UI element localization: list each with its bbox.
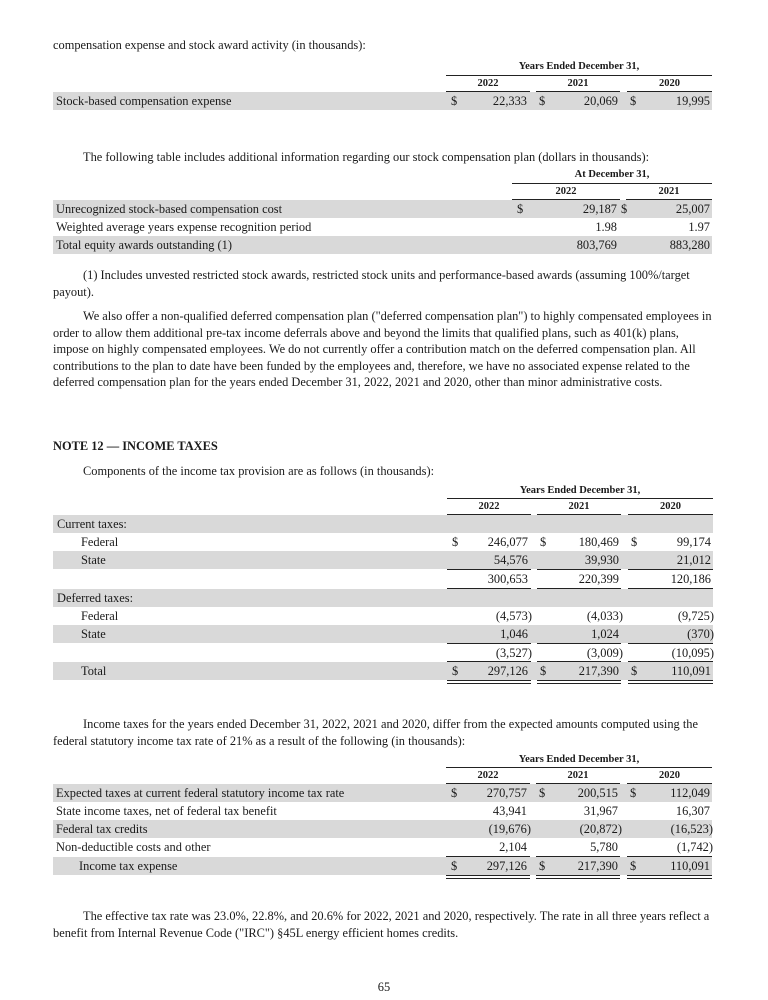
- col-header-2021: 2021: [658, 186, 680, 197]
- value-2022: (19,676): [488, 822, 531, 836]
- reconciliation-intro: Income taxes for the years ended December 31, 2022, 2021 and 2020, differ from the expected amounts computed using the federal statutory income tax rate of 21% as a result of the following (in thousands):: [53, 717, 698, 748]
- double-rule: [446, 875, 530, 876]
- col-header-2022: 2022: [555, 186, 577, 197]
- value-2022: (3,527): [495, 646, 532, 660]
- row-label: Federal: [81, 609, 119, 623]
- intro-line: compensation expense and stock award activity (in thousands):: [53, 38, 366, 52]
- table-row: [53, 802, 712, 820]
- table-row: [53, 784, 712, 802]
- value-2021: 39,930: [584, 553, 619, 567]
- double-rule: [628, 680, 713, 681]
- double-rule: [627, 878, 712, 879]
- table2-header: At December 31,: [574, 169, 650, 180]
- row-label: State: [81, 627, 106, 641]
- table2-intro: The following table includes additional information regarding our stock compensation plan (dollars in thousands):: [83, 150, 650, 164]
- table-row: [53, 236, 712, 254]
- double-rule: [536, 878, 620, 879]
- value-2021: 883,280: [669, 238, 710, 252]
- col-header-2020: 2020: [659, 78, 680, 89]
- dollar-sign: $: [540, 535, 547, 549]
- row-label: Total: [81, 664, 107, 678]
- dollar-sign: $: [451, 786, 458, 800]
- double-rule: [628, 683, 713, 684]
- value-2022: 43,941: [492, 804, 527, 818]
- table-row: [53, 838, 712, 856]
- dollar-sign: $: [451, 859, 458, 873]
- value-2021: 220,399: [578, 572, 619, 586]
- section-label-deferred: Deferred taxes:: [57, 591, 134, 605]
- double-rule: [447, 683, 531, 684]
- dollar-sign: $: [631, 664, 638, 678]
- dollar-sign: $: [540, 664, 547, 678]
- value-2021: 217,390: [577, 859, 618, 873]
- dollar-sign: $: [621, 202, 628, 216]
- dollar-sign: $: [630, 94, 637, 108]
- value-2020: 99,174: [676, 535, 711, 549]
- col-header-2020: 2020: [660, 501, 681, 512]
- value-2021: 1,024: [591, 627, 619, 641]
- value-2022: 270,757: [486, 786, 527, 800]
- table-row: [53, 515, 713, 533]
- deferred-comp-paragraph: We also offer a non-qualified deferred compensation plan ("deferred compensation plan") to highly compensated employees in order to allow them additional pre-tax income deferrals above and beyond the limits that qualified plans, such as 401(k) plans, impose on highly compensated employees. We do not currently offer a contribution match on the deferred compensation plan. All contributions to the plan to date have been funded by the employees and, therefore, we have no associated expense related to the deferred compensation plan for the years ended December 31, 2022, 2021 and 2020, other than minor administrative costs.: [53, 309, 712, 389]
- value-2022: 297,126: [486, 859, 527, 873]
- dollar-sign: $: [631, 535, 638, 549]
- dollar-sign: $: [539, 859, 546, 873]
- table-row-total: [53, 662, 713, 680]
- row-label: State income taxes, net of federal tax benefit: [56, 804, 277, 818]
- value-2021: (3,009): [586, 646, 623, 660]
- row-label: Stock-based compensation expense: [56, 94, 232, 108]
- col-header-2022: 2022: [478, 501, 500, 512]
- value-2022: 1.98: [595, 220, 617, 234]
- value-2021: (4,033): [586, 609, 623, 623]
- value-2022: 297,126: [487, 664, 528, 678]
- value-2022: 29,187: [582, 202, 617, 216]
- value-2022: 1,046: [500, 627, 528, 641]
- section-label-current: Current taxes:: [57, 517, 127, 531]
- row-label: Income tax expense: [79, 859, 178, 873]
- value-2020: (10,095): [671, 646, 714, 660]
- table-row: [53, 570, 713, 588]
- table-row: [53, 589, 713, 607]
- row-label: State: [81, 553, 106, 567]
- double-rule: [536, 875, 620, 876]
- value-2020: 16,307: [675, 804, 710, 818]
- value-2020: (1,742): [676, 840, 713, 854]
- col-header-2022: 2022: [477, 770, 499, 781]
- divider: [446, 767, 712, 768]
- value-2022: (4,573): [495, 609, 532, 623]
- value-2020: 110,091: [671, 664, 711, 678]
- value-2020: 19,995: [675, 94, 710, 108]
- value-2021: 25,007: [675, 202, 710, 216]
- dollar-sign: $: [539, 94, 546, 108]
- table-row: [53, 607, 713, 625]
- row-label: Total equity awards outstanding (1): [56, 238, 233, 252]
- value-2022: 54,576: [493, 553, 528, 567]
- table1-header: Years Ended December 31,: [518, 61, 640, 72]
- row-label: Federal tax credits: [56, 822, 148, 836]
- table4-header: Years Ended December 31,: [518, 754, 640, 765]
- table-row: [53, 533, 713, 551]
- value-2021: 31,967: [583, 804, 618, 818]
- value-2020: (9,725): [677, 609, 714, 623]
- value-2020: (16,523): [670, 822, 713, 836]
- row-label: Federal: [81, 535, 119, 549]
- note-heading: NOTE 12 — INCOME TAXES: [53, 439, 218, 453]
- dollar-sign: $: [452, 535, 459, 549]
- dollar-sign: $: [452, 664, 459, 678]
- table-row: [53, 625, 713, 643]
- double-rule: [627, 875, 712, 876]
- row-label: Non-deductible costs and other: [56, 840, 211, 854]
- page-number: 65: [377, 980, 391, 994]
- value-2020: 110,091: [670, 859, 710, 873]
- table-row: [53, 820, 712, 838]
- effective-rate-paragraph: The effective tax rate was 23.0%, 22.8%, and 20.6% for 2022, 2021 and 2020, respectively. The rate in all three years reflect a benefit from Internal Revenue Code ("IRC") §45L energy efficient homes credits.: [53, 909, 710, 940]
- value-2020: 120,186: [670, 572, 711, 586]
- col-header-2022: 2022: [477, 78, 499, 89]
- dollar-sign: $: [517, 202, 524, 216]
- value-2021: 180,469: [578, 535, 619, 549]
- dollar-sign: $: [630, 859, 637, 873]
- footnote: (1) Includes unvested restricted stock awards, restricted stock units and performance-based awards (assuming 100%/target payout).: [53, 268, 690, 299]
- table-row: [53, 200, 712, 218]
- double-rule: [537, 683, 621, 684]
- value-2021: 20,069: [583, 94, 618, 108]
- components-intro: Components of the income tax provision are as follows (in thousands):: [83, 464, 435, 478]
- dollar-sign: $: [451, 94, 458, 108]
- table-row: [53, 218, 712, 236]
- col-header-2020: 2020: [659, 770, 680, 781]
- divider: [446, 75, 712, 76]
- table3-header: Years Ended December 31,: [519, 485, 641, 496]
- double-rule: [537, 680, 621, 681]
- row-label: Expected taxes at current federal statutory income tax rate: [56, 786, 345, 800]
- col-header-2021: 2021: [567, 78, 589, 89]
- row-label: Weighted average years expense recognition period: [56, 220, 312, 234]
- value-2022: 246,077: [487, 535, 528, 549]
- value-2021: 217,390: [578, 664, 619, 678]
- value-2020: (370): [687, 627, 714, 641]
- value-2022: 2,104: [499, 840, 527, 854]
- table-row: [53, 644, 713, 662]
- table-row: [53, 92, 712, 110]
- value-2022: 22,333: [492, 94, 527, 108]
- value-2021: 5,780: [590, 840, 618, 854]
- col-header-2021: 2021: [567, 770, 589, 781]
- value-2022: 300,653: [487, 572, 528, 586]
- value-2021: 200,515: [577, 786, 618, 800]
- double-rule: [446, 878, 530, 879]
- divider: [447, 498, 713, 499]
- value-2020: 112,049: [670, 786, 710, 800]
- dollar-sign: $: [630, 786, 637, 800]
- double-rule: [447, 680, 531, 681]
- divider: [512, 183, 712, 184]
- value-2022: 803,769: [576, 238, 617, 252]
- table-row: [53, 551, 713, 569]
- value-2020: 21,012: [676, 553, 711, 567]
- value-2021: (20,872): [579, 822, 622, 836]
- table-row-total: [53, 857, 712, 875]
- col-header-2021: 2021: [568, 501, 590, 512]
- dollar-sign: $: [539, 786, 546, 800]
- row-label: Unrecognized stock-based compensation cost: [56, 202, 283, 216]
- value-2021: 1.97: [688, 220, 710, 234]
